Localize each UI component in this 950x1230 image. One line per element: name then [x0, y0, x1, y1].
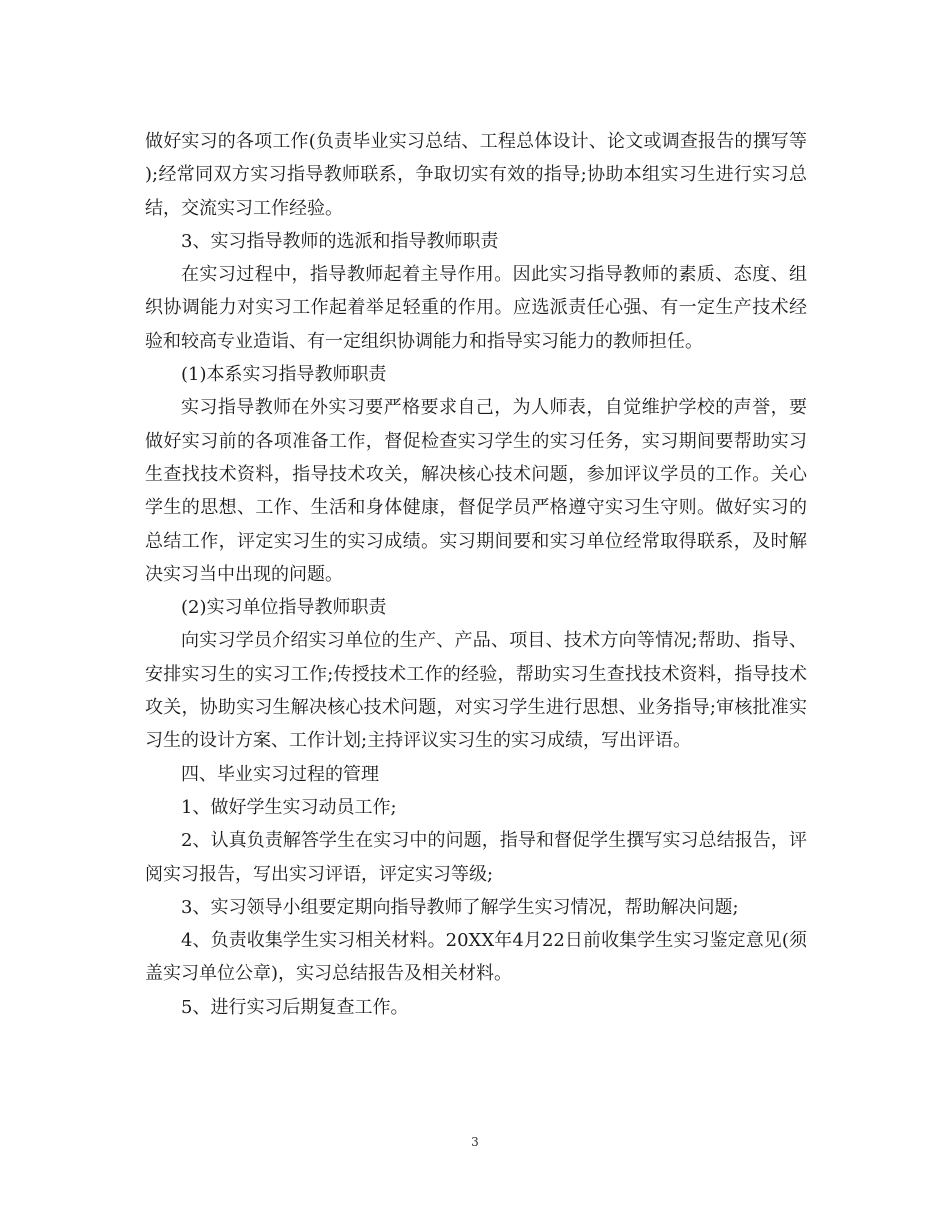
paragraph-teacher-role: 在实习过程中，指导教师起着主导作用。因此实习指导教师的素质、态度、组织协调能力对实习工作起着举足轻重的作用。应选派责任心强、有一定生产技术经验和较高专业造诣、有一定组织协调能力和指导实习能力的教师担任。 — [145, 264, 807, 352]
list-item-5: 5、进行实习后期复查工作。 — [181, 996, 409, 1018]
list-item-3: 3、实习领导小组要定期向指导教师了解学生实习情况，帮助解决问题; — [181, 896, 739, 918]
paragraph-unit-teacher-duties: 向实习学员介绍实习单位的生产、产品、项目、技术方向等情况;帮助、指导、安排实习生的实习工作;传授技术工作的经验，帮助实习生查找技术资料，指导技术攻关，协助实习生解决核心技术问题，对实习学生进行思想、业务指导;审核批准实习生的设计方案、工作计划;主持评议实习生的实习成绩，写出评语。 — [145, 630, 807, 752]
document-body — [145, 125, 807, 1024]
list-item-1: 1、做好学生实习动员工作; — [181, 796, 397, 818]
paragraph-continuation: 做好实习的各项工作(负责毕业实习总结、工程总体设计、论文或调查报告的撰写等);经常同双方实习指导教师联系，争取切实有效的指导;协助本组实习生进行实习总结，交流实习工作经验。 — [145, 131, 807, 219]
page-number: 3 — [471, 1135, 479, 1149]
subheading-department-teacher: (1)本系实习指导教师职责 — [181, 364, 387, 386]
subheading-unit-teacher: (2)实习单位指导教师职责 — [181, 597, 387, 619]
list-item-4: 4、负责收集学生实习相关材料。20XX年4月22日前收集学生实习鉴定意见(须盖实习单位公章)，实习总结报告及相关材料。 — [145, 930, 807, 985]
section-heading-teacher-selection: 3、实习指导教师的选派和指导教师职责 — [181, 230, 499, 252]
section-heading-process-management: 四、毕业实习过程的管理 — [181, 763, 379, 785]
list-item-2: 2、认真负责解答学生在实习中的问题，指导和督促学生撰写实习总结报告，评阅实习报告，写出实习评语，评定实习等级; — [145, 830, 807, 885]
paragraph-department-teacher-duties: 实习指导教师在外实习要严格要求自己，为人师表，自觉维护学校的声誉，要做好实习前的各项准备工作，督促检查实习学生的实习任务，实习期间要帮助实习生查找技术资料，指导技术攻关，解决核心技术问题，参加评议学员的工作。关心学生的思想、工作、生活和身体健康，督促学员严格遵守实习生守则。做好实习的总结工作，评定实习生的实习成绩。实习期间要和实习单位经常取得联系，及时解决实习当中出现的问题。 — [145, 397, 807, 585]
